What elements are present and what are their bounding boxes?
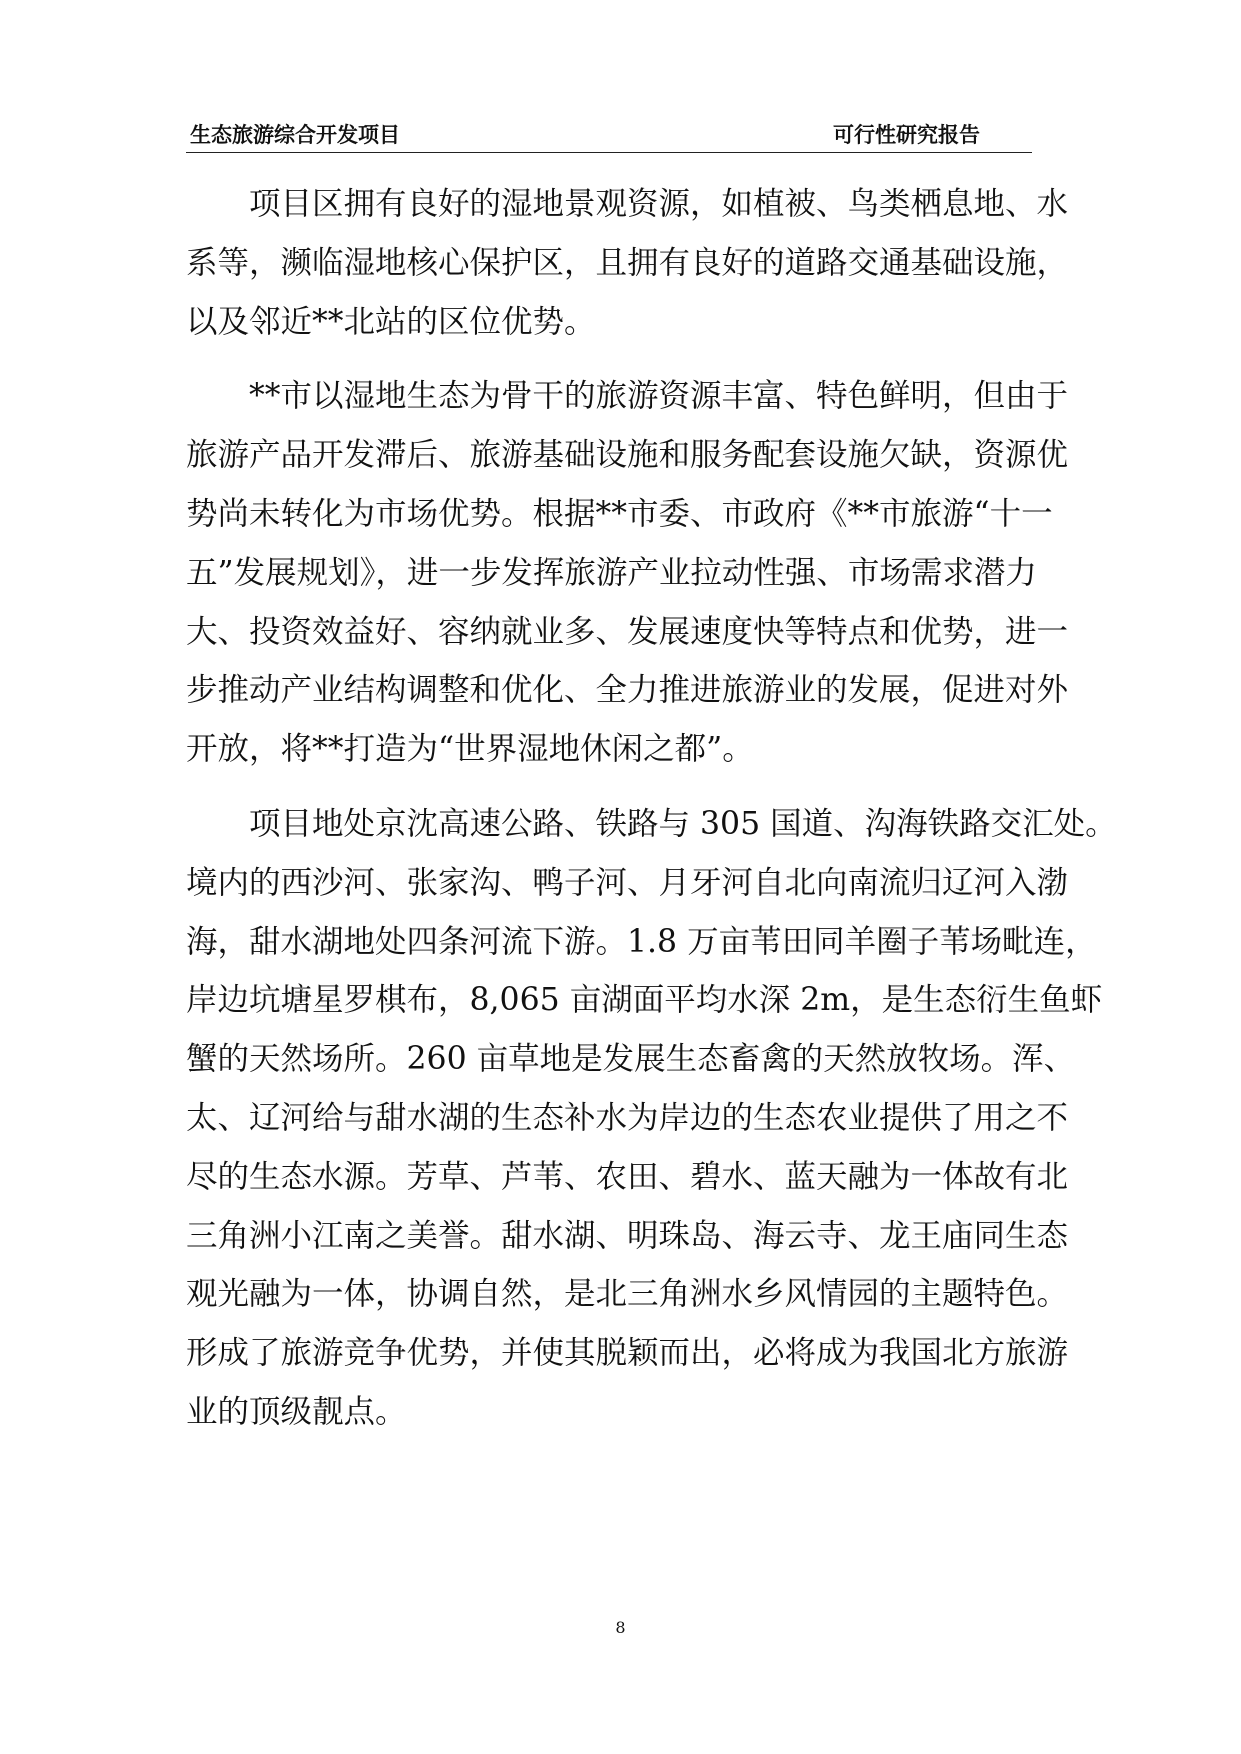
text-line: 形成了旅游竞争优势，并使其脱颖而出，必将成为我国北方旅游 [186,1335,1069,1372]
text-line: 项目区拥有良好的湿地景观资源，如植被、鸟类栖息地、水 [249,186,1069,222]
header-project-title: 生态旅游综合开发项目 [190,123,400,147]
page-number: 8 [615,1618,626,1637]
document-body [186,175,1117,1442]
text-line: 系等，濒临湿地核心保护区，且拥有良好的道路交通基础设施， [186,244,1069,281]
text-line: 境内的西沙河、张家沟、鸭子河、月牙河自北向南流归辽河入渤 [186,864,1069,901]
text-line: 旅游产品开发滞后、旅游基础设施和服务配套设施欠缺，资源优 [186,437,1069,474]
text-line: 势尚未转化为市场优势。根据**市委、市政府《**市旅游“十一 [186,495,1053,532]
paragraph-project-site [186,795,1117,1442]
paragraph-location-advantages [186,175,1069,351]
text-line: 五”发展规划》，进一步发挥旅游产业拉动性强、市场需求潜力 [186,554,1037,591]
paragraph-tourism-planning [186,367,1069,779]
page-header [186,116,1032,153]
text-line: 三角洲小江南之美誉。甜水湖、明珠岛、海云寺、龙王庙同生态 [186,1217,1069,1254]
text-line: 观光融为一体，协调自然，是北三角洲水乡风情园的主题特色。 [186,1276,1069,1313]
header-report-type: 可行性研究报告 [833,123,980,147]
text-line: 海，甜水湖地处四条河流下游。1.8 万亩苇田同羊圈子苇场毗连， [186,923,1097,960]
text-line: 开放，将**打造为“世界湿地休闲之都”。 [186,731,754,768]
text-line: 岸边坑塘星罗棋布，8,065 亩湖面平均水深 2m，是生态衍生鱼虾 [186,982,1103,1019]
text-line: 尽的生态水源。芳草、芦苇、农田、碧水、蓝天融为一体故有北 [186,1158,1069,1195]
text-line: 太、辽河给与甜水湖的生态补水为岸边的生态农业提供了用之不 [186,1099,1069,1136]
text-line: 项目地处京沈高速公路、铁路与 305 国道、沟海铁路交汇处。 [249,805,1117,842]
text-line: 业的顶级靓点。 [186,1393,407,1430]
text-line: 以及邻近**北站的区位优势。 [186,303,596,340]
text-line: **市以湿地生态为骨干的旅游资源丰富、特色鲜明，但由于 [249,378,1069,415]
text-line: 大、投资效益好、容纳就业多、发展速度快等特点和优势，进一 [186,613,1069,650]
text-line: 步推动产业结构调整和优化、全力推进旅游业的发展，促进对外 [186,672,1069,709]
text-line: 蟹的天然场所。260 亩草地是发展生态畜禽的天然放牧场。浑、 [186,1041,1076,1078]
